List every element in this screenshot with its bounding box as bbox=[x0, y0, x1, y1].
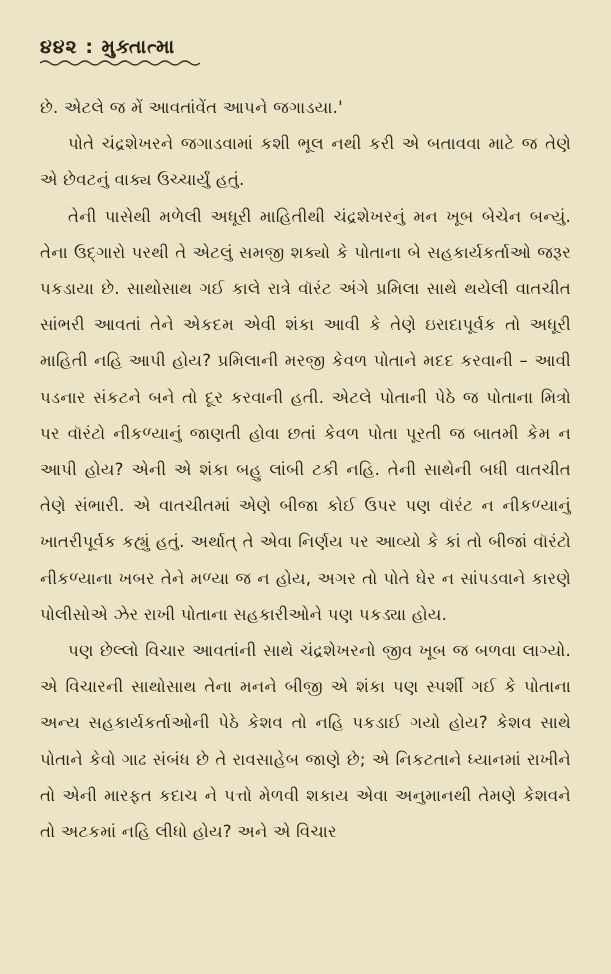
paragraph-2: પોતે ચંદ્રશેખરને જગાડવામાં કશી ભૂલ નથી કરી એ બતાવવા માટે જ તેણે એ છેવટનું વાક્ય ઉચ્ચાર્યું હતું. bbox=[40, 134, 571, 190]
running-header: ૪૪૨ : મુક્તાત્મા bbox=[40, 36, 176, 58]
paragraph-4: પણ છેલ્લો વિચાર આવતાંની સાથે ચંદ્રશેખરનો જીવ ખૂબ જ બળવા લાગ્યો. એ વિચારની સાથોસાથ તેના મનને બીજી એ શંકા પણ સ્પર્શી ગઈ કે પોતાના અન્ય સહકાર્યકર્તાઓની પેઠે કેશવ તો નહિ પકડાઈ ગયો હોય? કેશવ સાથે પોતાને કેવો ગાઢ સંબંધ છે તે રાવસાહેબ જાણે છે; એ નિકટતાને ધ્યાનમાં રાખીને તો એની મારફત કદાચ ને પત્તો મેળવી શકાય એવા અનુમાનથી તેમણે કેશવને તો અટકમાં નહિ લીધો હોય? અને એ વિચાર bbox=[40, 641, 571, 842]
body-text bbox=[40, 90, 571, 850]
paragraph-3: તેની પાસેથી મળેલી અધૂરી માહિતીથી ચંદ્રશેખરનું મન ખૂબ બેચેન બન્યું. તેના ઉદ્ગારો પરથી તે એટલું સમજી શક્યો કે પોતાના બે સહકાર્યકર્તાઓ જરૂર પકડાયા છે. સાથોસાથ ગઈ કાલે રાત્રે વૉરંટ અંગે પ્રમિલા સાથે થયેલી વાતચીત સાંભરી આવતાં તેને એકદમ એવી શંકા આવી કે તેણે ઇરાદાપૂર્વક તો અધૂરી માહિતી નહિ આપી હોય? પ્રમિલાની મરજી કેવળ પોતાને મદદ કરવાની – આવી પડનાર સંકટને બને તો દૂર કરવાની હતી. એટલે પોતાની પેઠે જ પોતાના મિત્રો પર વૉરંટો નીકળ્યાનું જાણતી હોવા છતાં કેવળ પોતા પૂરતી જ બાતમી કેમ ન આપી હોય? એની એ શંકા બહુ લાંબી ટકી નહિ. તેની સાથેની બધી વાતચીત તેણે સંભારી. એ વાતચીતમાં એણે બીજા કોઈ ઉપર પણ વૉરંટ ન નીકળ્યાનું ખાતરીપૂર્વક કહ્યું હતું. અર્થાત્ તે એવા નિર્ણય પર આવ્યો કે કાં તો બીજાં વૉરંટો નીકળ્યાના ખબર તેને મળ્યા જ ન હોય, અગર તો પોતે ઘેર ન સાંપડવાને કારણે પોલીસોએ ઝેર રાખી પોતાના સહકારીઓને પણ પકડ્યા હોય. bbox=[40, 206, 571, 624]
header-wavy-rule bbox=[40, 58, 200, 68]
paragraph-1: છે. એટલે જ મેં આવતાંવેંત આપને જગાડયા.' bbox=[40, 98, 343, 117]
